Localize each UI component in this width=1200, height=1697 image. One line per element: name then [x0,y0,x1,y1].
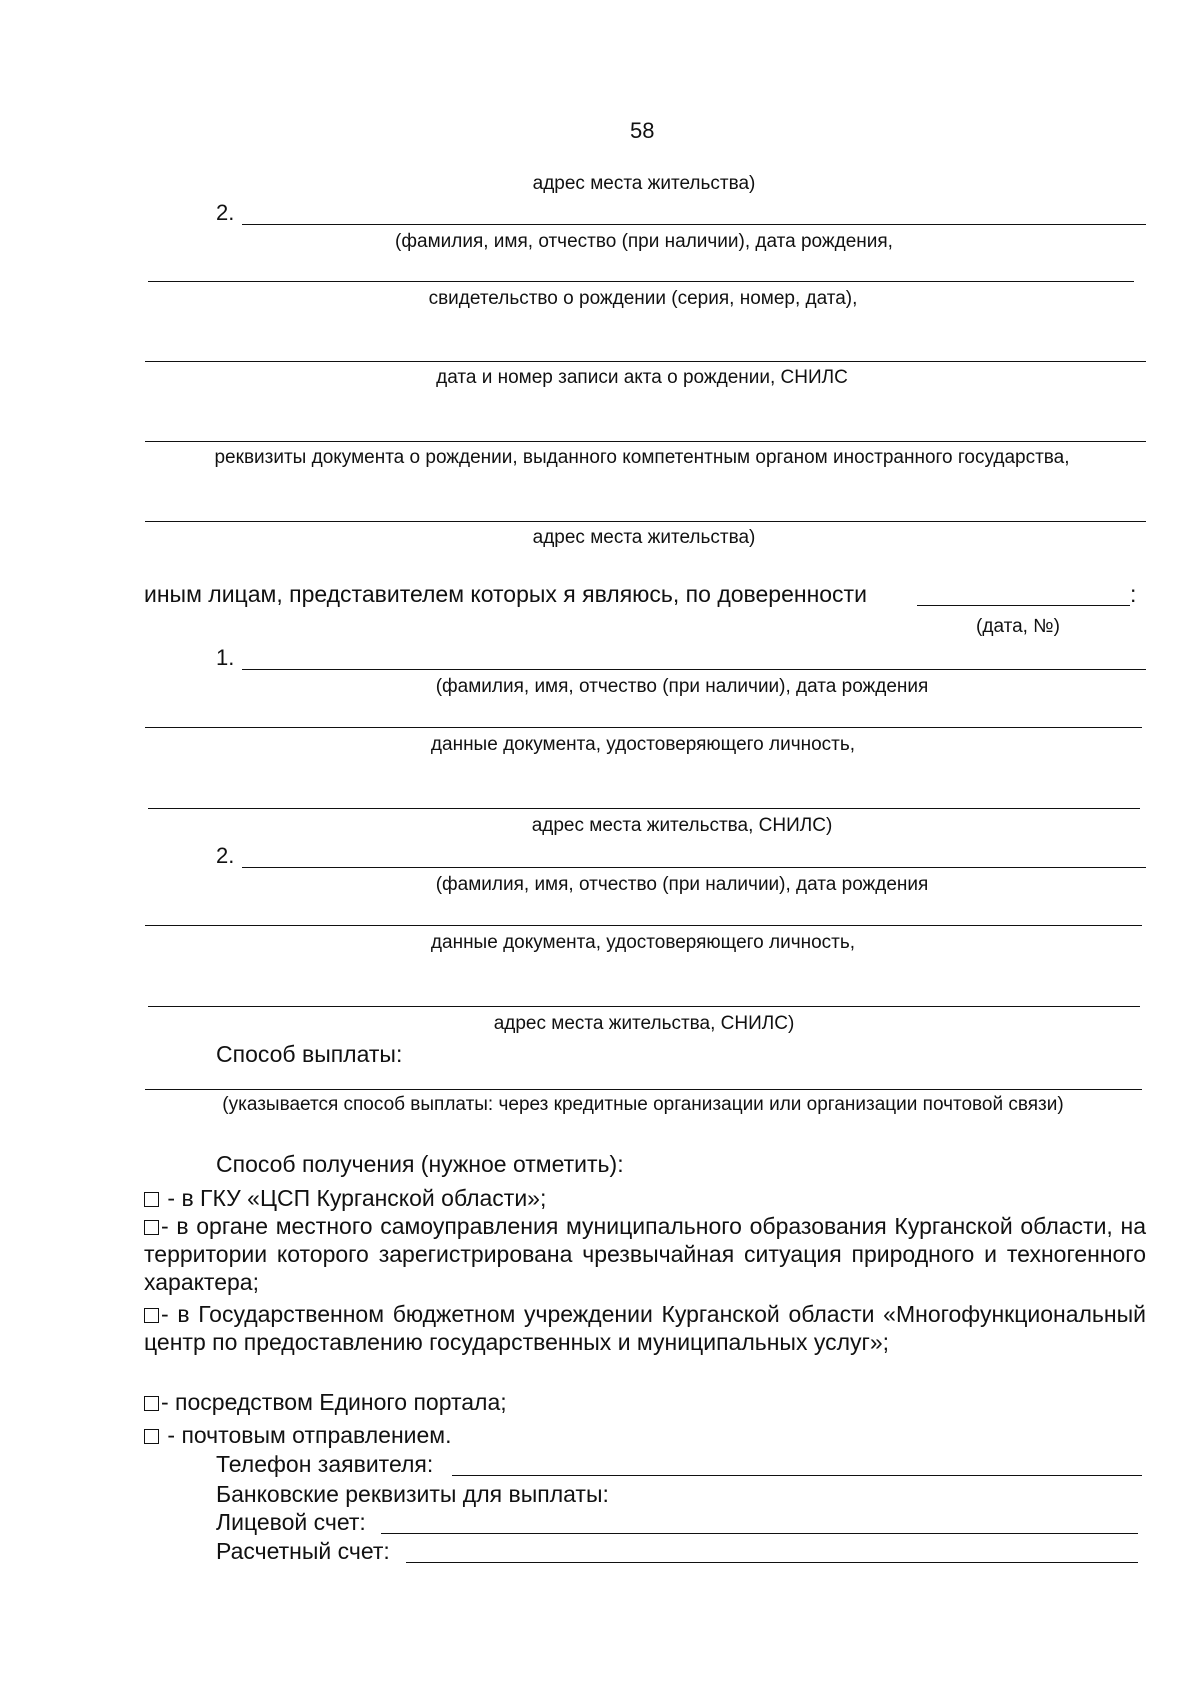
caption-foreign-document: реквизиты документа о рождении, выданного компетентным органом иностранного государства, [214,447,1070,468]
receipt-option-post-text: - почтовым отправлением. [167,1422,452,1448]
proxy-date-number-field[interactable] [917,605,1130,606]
proxy-item-1-number: 1. [216,645,235,670]
page-number: 58 [630,118,655,143]
checkbox-portal[interactable] [144,1396,159,1411]
phone-label: Телефон заявителя: [216,1451,434,1477]
receipt-option-gku-text: - в ГКУ «ЦСП Курганской области»; [167,1185,547,1211]
receipt-option-portal [144,1388,1146,1416]
proxy1-fio-field[interactable] [242,669,1146,670]
caption-date-number: (дата, №) [976,616,1060,637]
child2-fio-field[interactable] [242,224,1146,225]
caption-fio-birth: (фамилия, имя, отчество (при наличии), дата рождения, [395,231,893,252]
child2-address-field[interactable] [145,521,1146,522]
proxy1-address-field[interactable] [148,808,1140,809]
settlement-account-label: Расчетный счет: [216,1538,390,1564]
checkbox-local-government[interactable] [144,1220,159,1235]
settlement-account-field[interactable] [406,1562,1138,1563]
payment-method-label: Способ выплаты: [216,1041,403,1067]
personal-account-field[interactable] [381,1533,1138,1534]
payment-method-field[interactable] [145,1089,1142,1090]
proxy2-document-field[interactable] [145,925,1142,926]
receipt-option-local-government [144,1212,1146,1296]
checkbox-gku[interactable] [144,1192,159,1207]
receipt-option-mfc-text: - в Государственном бюджетном учреждении Курганской области «Многофункциональный центр по предоставлению государственных и муниципальных услуг»; [144,1301,1146,1355]
caption-proxy1-document: данные документа, удостоверяющего личность, [430,734,856,755]
caption-proxy1-fio: (фамилия, имя, отчество (при наличии), дата рождения [435,676,929,697]
receipt-method-label: Способ получения (нужное отметить): [216,1151,624,1177]
caption-proxy2-fio: (фамилия, имя, отчество (при наличии), дата рождения [435,874,929,895]
receipt-option-post [144,1421,1146,1449]
proxy-item-2-number: 2. [216,843,235,868]
personal-account-label: Лицевой счет: [216,1509,366,1535]
child2-birth-cert-field[interactable] [148,281,1134,282]
proxy-intro-colon: : [1130,581,1137,607]
receipt-option-portal-text: - посредством Единого портала; [161,1389,507,1415]
caption-address-top: адрес места жительства) [532,173,756,194]
proxy2-fio-field[interactable] [242,867,1146,868]
caption-payment-method: (указывается способ выплаты: через кредитные организации или организации почтовой связи) [222,1094,1064,1115]
caption-act-record: дата и номер записи акта о рождении, СНИЛС [436,367,848,388]
proxy-intro-text: иным лицам, представителем которых я являюсь, по доверенности [144,581,867,607]
child2-foreign-doc-field[interactable] [145,441,1146,442]
caption-proxy1-address: адрес места жительства, СНИЛС) [531,815,833,836]
receipt-option-gku [144,1184,1146,1212]
caption-birth-certificate: свидетельство о рождении (серия, номер, дата), [428,288,858,309]
receipt-option-local-government-text: - в органе местного самоуправления муниципального образования Курганской области, на территории которого зарегистрирована чрезвычайная ситуация природного и техногенного характера; [144,1213,1146,1295]
caption-address: адрес места жительства) [532,527,756,548]
child2-act-record-field[interactable] [145,361,1146,362]
checkbox-post[interactable] [144,1429,159,1444]
phone-field[interactable] [452,1475,1142,1476]
caption-proxy2-address: адрес места жительства, СНИЛС) [493,1013,795,1034]
item-2-number: 2. [216,200,235,225]
receipt-option-mfc [144,1300,1146,1356]
bank-details-label: Банковские реквизиты для выплаты: [216,1481,609,1507]
proxy2-address-field[interactable] [148,1006,1140,1007]
proxy1-document-field[interactable] [145,727,1142,728]
caption-proxy2-document: данные документа, удостоверяющего личность, [430,932,856,953]
checkbox-mfc[interactable] [144,1308,159,1323]
